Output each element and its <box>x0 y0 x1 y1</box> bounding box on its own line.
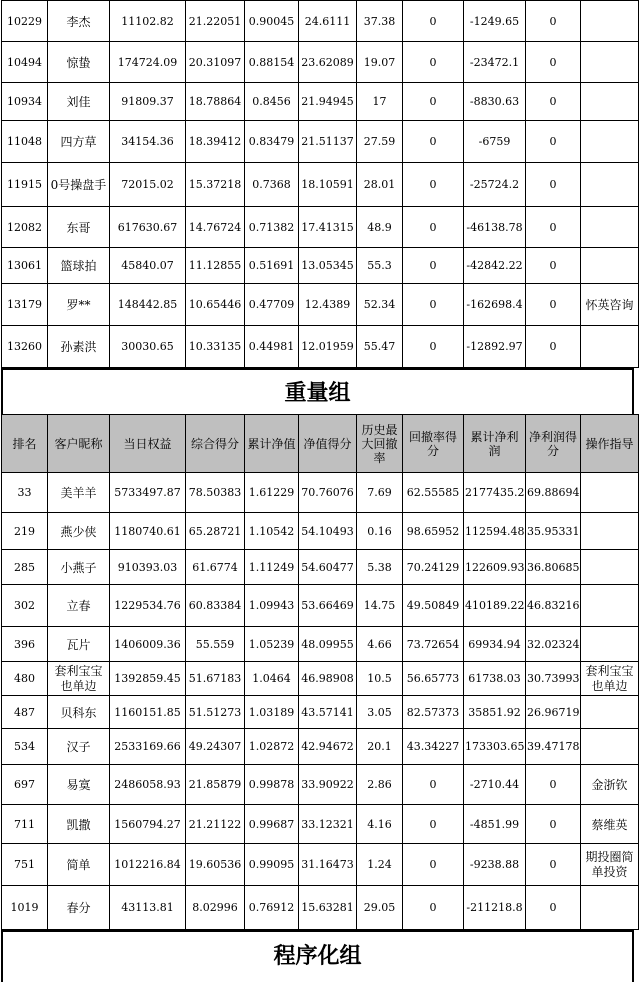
previous-group-table <box>1 0 639 368</box>
equity-cell: 1160151.85 <box>110 696 186 729</box>
net-profit-score-cell: 0 <box>526 248 581 284</box>
table-row <box>2 627 639 662</box>
nav-cell: 1.05239 <box>245 627 299 662</box>
rank-cell: 10934 <box>2 83 48 121</box>
net-profit-cell: -4851.99 <box>464 805 526 844</box>
net-profit-score-cell: 0 <box>526 163 581 207</box>
score-cell: 55.559 <box>186 627 245 662</box>
nav-score-cell: 33.12321 <box>299 805 357 844</box>
table-row <box>2 844 639 886</box>
nickname-cell: 篮球拍 <box>48 248 110 284</box>
max-drawdown-cell: 55.47 <box>357 326 403 368</box>
table-row <box>2 585 639 627</box>
nav-score-cell: 24.6111 <box>299 1 357 42</box>
nav-score-cell: 42.94672 <box>299 729 357 765</box>
header-net-profit: 累计净利润 <box>464 415 526 473</box>
score-cell: 15.37218 <box>186 163 245 207</box>
nav-score-cell: 12.4389 <box>299 284 357 326</box>
net-profit-cell: -8830.63 <box>464 83 526 121</box>
table-row <box>2 284 639 326</box>
equity-cell: 148442.85 <box>110 284 186 326</box>
net-profit-cell: 173303.65 <box>464 729 526 765</box>
score-cell: 21.21122 <box>186 805 245 844</box>
net-profit-score-cell: 0 <box>526 765 581 805</box>
header-nav: 累计净值 <box>245 415 299 473</box>
nickname-cell: 瓦片 <box>48 627 110 662</box>
score-cell: 61.6774 <box>186 550 245 585</box>
equity-cell: 34154.36 <box>110 121 186 163</box>
drawdown-score-cell: 70.24129 <box>403 550 464 585</box>
nickname-cell: 刘佳 <box>48 83 110 121</box>
rank-cell: 396 <box>2 627 48 662</box>
net-profit-cell: 35851.92 <box>464 696 526 729</box>
drawdown-score-cell: 0 <box>403 248 464 284</box>
drawdown-score-cell: 0 <box>403 42 464 83</box>
header-nav-score: 净值得分 <box>299 415 357 473</box>
table-row <box>2 207 639 248</box>
equity-cell: 43113.81 <box>110 886 186 930</box>
nav-cell: 0.76912 <box>245 886 299 930</box>
drawdown-score-cell: 82.57373 <box>403 696 464 729</box>
nav-score-cell: 13.05345 <box>299 248 357 284</box>
rank-cell: 219 <box>2 513 48 550</box>
nav-score-cell: 31.16473 <box>299 844 357 886</box>
nav-score-cell: 15.63281 <box>299 886 357 930</box>
net-profit-score-cell: 0 <box>526 805 581 844</box>
guide-cell <box>581 473 639 513</box>
nav-cell: 0.51691 <box>245 248 299 284</box>
score-cell: 20.31097 <box>186 42 245 83</box>
header-name: 客户昵称 <box>48 415 110 473</box>
net-profit-cell: 61738.03 <box>464 662 526 696</box>
rank-cell: 711 <box>2 805 48 844</box>
net-profit-cell: 112594.48 <box>464 513 526 550</box>
table-row <box>2 550 639 585</box>
nav-cell: 1.11249 <box>245 550 299 585</box>
nav-cell: 0.90045 <box>245 1 299 42</box>
header-score: 综合得分 <box>186 415 245 473</box>
drawdown-score-cell: 0 <box>403 207 464 248</box>
table-row <box>2 513 639 550</box>
nickname-cell: 李杰 <box>48 1 110 42</box>
equity-cell: 2486058.93 <box>110 765 186 805</box>
guide-cell <box>581 83 639 121</box>
header-net-profit-score: 净利润得分 <box>526 415 581 473</box>
nav-cell: 0.44981 <box>245 326 299 368</box>
table-row <box>2 696 639 729</box>
max-drawdown-cell: 55.3 <box>357 248 403 284</box>
net-profit-score-cell: 0 <box>526 284 581 326</box>
nav-score-cell: 54.10493 <box>299 513 357 550</box>
rank-cell: 10229 <box>2 1 48 42</box>
rank-cell: 1019 <box>2 886 48 930</box>
guide-cell: 金浙钦 <box>581 765 639 805</box>
rank-cell: 697 <box>2 765 48 805</box>
nav-cell: 0.99095 <box>245 844 299 886</box>
rank-cell: 11048 <box>2 121 48 163</box>
score-cell: 11.12855 <box>186 248 245 284</box>
nav-cell: 1.0464 <box>245 662 299 696</box>
equity-cell: 1180740.61 <box>110 513 186 550</box>
net-profit-score-cell: 30.73993 <box>526 662 581 696</box>
equity-cell: 72015.02 <box>110 163 186 207</box>
net-profit-cell: -42842.22 <box>464 248 526 284</box>
score-cell: 8.02996 <box>186 886 245 930</box>
nav-score-cell: 17.41315 <box>299 207 357 248</box>
rank-cell: 487 <box>2 696 48 729</box>
net-profit-cell: 122609.93 <box>464 550 526 585</box>
equity-cell: 5733497.87 <box>110 473 186 513</box>
rank-cell: 534 <box>2 729 48 765</box>
net-profit-score-cell: 69.88694 <box>526 473 581 513</box>
net-profit-score-cell: 0 <box>526 844 581 886</box>
max-drawdown-cell: 4.66 <box>357 627 403 662</box>
equity-cell: 617630.67 <box>110 207 186 248</box>
nav-score-cell: 12.01959 <box>299 326 357 368</box>
guide-cell <box>581 248 639 284</box>
max-drawdown-cell: 37.38 <box>357 1 403 42</box>
guide-cell <box>581 886 639 930</box>
equity-cell: 11102.82 <box>110 1 186 42</box>
score-cell: 51.51273 <box>186 696 245 729</box>
nickname-cell: 立春 <box>48 585 110 627</box>
net-profit-score-cell: 46.83216 <box>526 585 581 627</box>
drawdown-score-cell: 56.65773 <box>403 662 464 696</box>
nickname-cell: 简单 <box>48 844 110 886</box>
net-profit-cell: -12892.97 <box>464 326 526 368</box>
nickname-cell: 美羊羊 <box>48 473 110 513</box>
nickname-cell: 四方草 <box>48 121 110 163</box>
net-profit-cell: -162698.4 <box>464 284 526 326</box>
guide-cell <box>581 1 639 42</box>
heavy-group-title: 重量组 <box>1 368 634 414</box>
rank-cell: 751 <box>2 844 48 886</box>
max-drawdown-cell: 3.05 <box>357 696 403 729</box>
score-cell: 21.85879 <box>186 765 245 805</box>
net-profit-score-cell: 32.02324 <box>526 627 581 662</box>
drawdown-score-cell: 62.55585 <box>403 473 464 513</box>
equity-cell: 91809.37 <box>110 83 186 121</box>
net-profit-cell: -46138.78 <box>464 207 526 248</box>
nav-cell: 0.71382 <box>245 207 299 248</box>
rank-cell: 11915 <box>2 163 48 207</box>
nav-score-cell: 70.76076 <box>299 473 357 513</box>
header-equity: 当日权益 <box>110 415 186 473</box>
nav-score-cell: 46.98908 <box>299 662 357 696</box>
max-drawdown-cell: 10.5 <box>357 662 403 696</box>
nickname-cell: 罗** <box>48 284 110 326</box>
nickname-cell: 东哥 <box>48 207 110 248</box>
nickname-cell: 套利宝宝也单边 <box>48 662 110 696</box>
rank-cell: 13179 <box>2 284 48 326</box>
nav-score-cell: 21.51137 <box>299 121 357 163</box>
nav-cell: 0.99687 <box>245 805 299 844</box>
nav-score-cell: 43.57141 <box>299 696 357 729</box>
nickname-cell: 惊蛰 <box>48 42 110 83</box>
max-drawdown-cell: 29.05 <box>357 886 403 930</box>
guide-cell: 套利宝宝也单边 <box>581 662 639 696</box>
rank-cell: 13061 <box>2 248 48 284</box>
max-drawdown-cell: 2.86 <box>357 765 403 805</box>
rank-cell: 302 <box>2 585 48 627</box>
header-drawdown-score: 回撤率得分 <box>403 415 464 473</box>
max-drawdown-cell: 7.69 <box>357 473 403 513</box>
drawdown-score-cell: 0 <box>403 163 464 207</box>
rank-cell: 285 <box>2 550 48 585</box>
guide-cell <box>581 326 639 368</box>
nav-cell: 1.03189 <box>245 696 299 729</box>
guide-cell <box>581 585 639 627</box>
drawdown-score-cell: 0 <box>403 1 464 42</box>
max-drawdown-cell: 28.01 <box>357 163 403 207</box>
drawdown-score-cell: 0 <box>403 886 464 930</box>
net-profit-score-cell: 0 <box>526 1 581 42</box>
guide-cell <box>581 207 639 248</box>
equity-cell: 1406009.36 <box>110 627 186 662</box>
max-drawdown-cell: 20.1 <box>357 729 403 765</box>
max-drawdown-cell: 0.16 <box>357 513 403 550</box>
guide-cell: 怀英咨询 <box>581 284 639 326</box>
program-group-title: 程序化组 <box>1 930 634 982</box>
score-cell: 10.33135 <box>186 326 245 368</box>
net-profit-cell: -211218.8 <box>464 886 526 930</box>
header-rank: 排名 <box>2 415 48 473</box>
nav-cell: 1.10542 <box>245 513 299 550</box>
guide-cell: 期投圈简单投资 <box>581 844 639 886</box>
net-profit-score-cell: 0 <box>526 326 581 368</box>
table-row <box>2 662 639 696</box>
table-row <box>2 765 639 805</box>
net-profit-cell: -2710.44 <box>464 765 526 805</box>
equity-cell: 174724.09 <box>110 42 186 83</box>
guide-cell <box>581 513 639 550</box>
max-drawdown-cell: 17 <box>357 83 403 121</box>
rank-cell: 12082 <box>2 207 48 248</box>
net-profit-score-cell: 0 <box>526 121 581 163</box>
drawdown-score-cell: 73.72654 <box>403 627 464 662</box>
drawdown-score-cell: 0 <box>403 765 464 805</box>
max-drawdown-cell: 27.59 <box>357 121 403 163</box>
guide-cell <box>581 729 639 765</box>
table-row <box>2 805 639 844</box>
nickname-cell: 汉子 <box>48 729 110 765</box>
drawdown-score-cell: 0 <box>403 121 464 163</box>
nav-score-cell: 33.90922 <box>299 765 357 805</box>
guide-cell <box>581 121 639 163</box>
nav-cell: 0.83479 <box>245 121 299 163</box>
max-drawdown-cell: 14.75 <box>357 585 403 627</box>
net-profit-cell: -1249.65 <box>464 1 526 42</box>
net-profit-score-cell: 39.47178 <box>526 729 581 765</box>
nickname-cell: 孙素洪 <box>48 326 110 368</box>
drawdown-score-cell: 0 <box>403 326 464 368</box>
table-row <box>2 729 639 765</box>
net-profit-cell: 69934.94 <box>464 627 526 662</box>
equity-cell: 45840.07 <box>110 248 186 284</box>
score-cell: 14.76724 <box>186 207 245 248</box>
drawdown-score-cell: 0 <box>403 805 464 844</box>
drawdown-score-cell: 49.50849 <box>403 585 464 627</box>
net-profit-cell: -25724.2 <box>464 163 526 207</box>
nav-score-cell: 23.62089 <box>299 42 357 83</box>
nav-cell: 0.7368 <box>245 163 299 207</box>
heavy-group-table <box>1 414 639 930</box>
table-row <box>2 42 639 83</box>
max-drawdown-cell: 5.38 <box>357 550 403 585</box>
nav-cell: 1.09943 <box>245 585 299 627</box>
equity-cell: 1560794.27 <box>110 805 186 844</box>
net-profit-cell: -6759 <box>464 121 526 163</box>
equity-cell: 2533169.66 <box>110 729 186 765</box>
equity-cell: 1012216.84 <box>110 844 186 886</box>
table-row <box>2 886 639 930</box>
drawdown-score-cell: 0 <box>403 284 464 326</box>
nav-score-cell: 21.94945 <box>299 83 357 121</box>
equity-cell: 30030.65 <box>110 326 186 368</box>
guide-cell <box>581 163 639 207</box>
max-drawdown-cell: 19.07 <box>357 42 403 83</box>
net-profit-cell: -23472.1 <box>464 42 526 83</box>
nickname-cell: 小燕子 <box>48 550 110 585</box>
max-drawdown-cell: 4.16 <box>357 805 403 844</box>
score-cell: 18.78864 <box>186 83 245 121</box>
score-cell: 78.50383 <box>186 473 245 513</box>
score-cell: 51.67183 <box>186 662 245 696</box>
score-cell: 49.24307 <box>186 729 245 765</box>
guide-cell <box>581 550 639 585</box>
nav-score-cell: 53.66469 <box>299 585 357 627</box>
nav-score-cell: 18.10591 <box>299 163 357 207</box>
net-profit-score-cell: 0 <box>526 207 581 248</box>
max-drawdown-cell: 48.9 <box>357 207 403 248</box>
net-profit-score-cell: 0 <box>526 42 581 83</box>
table-row <box>2 1 639 42</box>
net-profit-score-cell: 0 <box>526 83 581 121</box>
nav-score-cell: 54.60477 <box>299 550 357 585</box>
guide-cell <box>581 627 639 662</box>
nickname-cell: 贝科东 <box>48 696 110 729</box>
score-cell: 19.60536 <box>186 844 245 886</box>
net-profit-score-cell: 26.96719 <box>526 696 581 729</box>
nickname-cell: 春分 <box>48 886 110 930</box>
rank-cell: 10494 <box>2 42 48 83</box>
rank-cell: 33 <box>2 473 48 513</box>
net-profit-score-cell: 36.80685 <box>526 550 581 585</box>
drawdown-score-cell: 98.65952 <box>403 513 464 550</box>
score-cell: 65.28721 <box>186 513 245 550</box>
table-header-row <box>2 415 639 473</box>
max-drawdown-cell: 52.34 <box>357 284 403 326</box>
nav-cell: 1.61229 <box>245 473 299 513</box>
drawdown-score-cell: 43.34227 <box>403 729 464 765</box>
equity-cell: 1229534.76 <box>110 585 186 627</box>
nav-score-cell: 48.09955 <box>299 627 357 662</box>
nav-cell: 1.02872 <box>245 729 299 765</box>
drawdown-score-cell: 0 <box>403 844 464 886</box>
net-profit-cell: -9238.88 <box>464 844 526 886</box>
net-profit-score-cell: 35.95331 <box>526 513 581 550</box>
net-profit-cell: 2177435.2 <box>464 473 526 513</box>
max-drawdown-cell: 1.24 <box>357 844 403 886</box>
header-guide: 操作指导 <box>581 415 639 473</box>
nickname-cell: 0号操盘手 <box>48 163 110 207</box>
score-cell: 18.39412 <box>186 121 245 163</box>
net-profit-cell: 410189.22 <box>464 585 526 627</box>
rank-cell: 13260 <box>2 326 48 368</box>
nav-cell: 0.47709 <box>245 284 299 326</box>
score-cell: 21.22051 <box>186 1 245 42</box>
score-cell: 10.65446 <box>186 284 245 326</box>
header-max-drawdown: 历史最大回撤率 <box>357 415 403 473</box>
table-row <box>2 121 639 163</box>
nav-cell: 0.99878 <box>245 765 299 805</box>
rank-cell: 480 <box>2 662 48 696</box>
net-profit-score-cell: 0 <box>526 886 581 930</box>
table-row <box>2 163 639 207</box>
nickname-cell: 易寞 <box>48 765 110 805</box>
guide-cell <box>581 42 639 83</box>
nav-cell: 0.8456 <box>245 83 299 121</box>
drawdown-score-cell: 0 <box>403 83 464 121</box>
guide-cell: 蔡维英 <box>581 805 639 844</box>
nav-cell: 0.88154 <box>245 42 299 83</box>
guide-cell <box>581 696 639 729</box>
table-row <box>2 326 639 368</box>
equity-cell: 910393.03 <box>110 550 186 585</box>
nickname-cell: 凯撒 <box>48 805 110 844</box>
equity-cell: 1392859.45 <box>110 662 186 696</box>
nickname-cell: 燕少侠 <box>48 513 110 550</box>
table-row <box>2 473 639 513</box>
score-cell: 60.83384 <box>186 585 245 627</box>
table-row <box>2 83 639 121</box>
table-row <box>2 248 639 284</box>
